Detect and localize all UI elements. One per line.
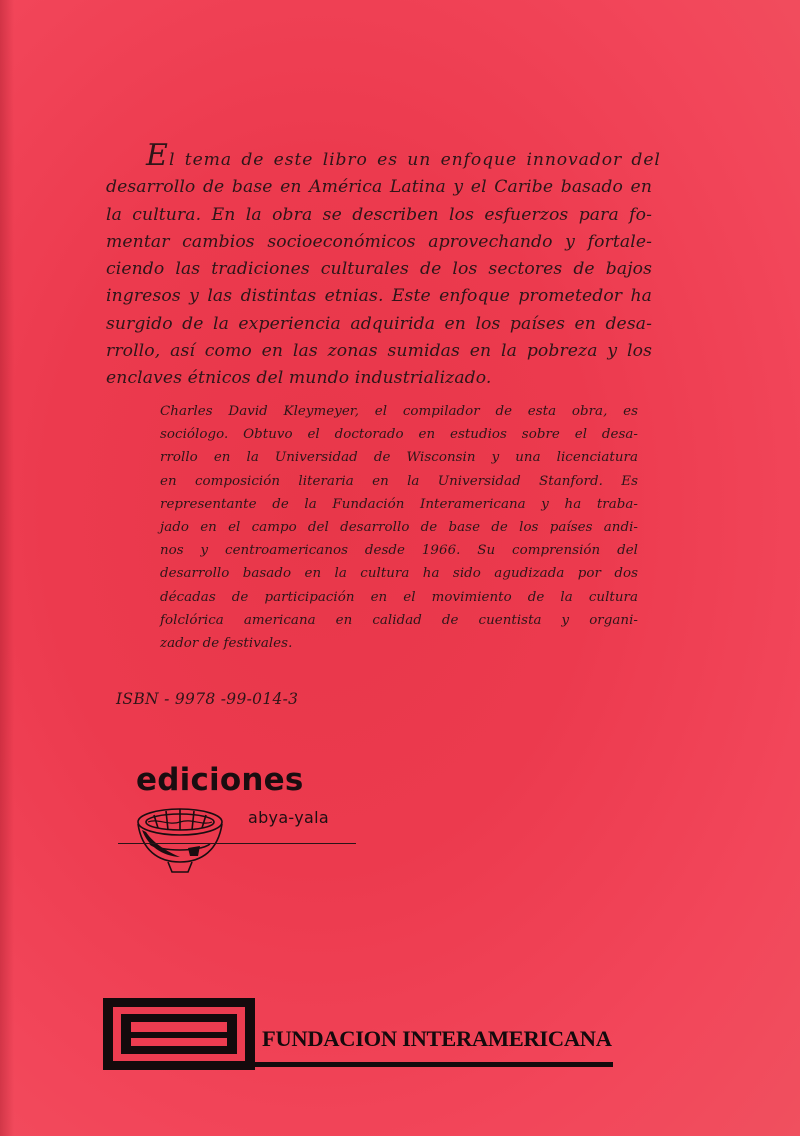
author-bio-line: nos y centroamericanos desde 1966. Su comprensión del <box>160 543 638 559</box>
publisher-imprint: abya-yala <box>248 808 329 827</box>
author-bio-line: décadas de participación en el movimiento de la cultura <box>160 589 638 605</box>
description-line <box>106 138 661 174</box>
author-bio-line: representante de la Fundación Interamericana y ha traba- <box>160 496 638 512</box>
author-bio-line: desarrollo basado en la cultura ha sido agudizada por dos <box>160 566 638 582</box>
description-line: desarrollo de base en América Latina y el Caribe basado en <box>106 177 652 198</box>
bowl-icon <box>128 800 232 880</box>
description-line: ciendo las tradiciones culturales de los sectores de bajos <box>106 259 652 280</box>
publisher-name: ediciones <box>136 762 304 798</box>
author-bio-line: rrollo en la Universidad de Wisconsin y una licenciatura <box>160 450 638 466</box>
author-bio-line: Charles David Kleymeyer, el compilador de esta obra, es <box>160 404 638 419</box>
isbn: ISBN - 9978 -99-014-3 <box>116 690 299 708</box>
description-line: la cultura. En la obra se describen los esfuerzos para fo- <box>106 204 652 225</box>
publisher-rule <box>118 843 356 844</box>
description-line: rrollo, así como en las zonas sumidas en la pobreza y los <box>106 341 652 362</box>
author-bio-line: folclórica americana en calidad de cuentista y organi- <box>160 612 638 628</box>
description-first-line-text: l tema de este libro es un enfoque innovador del <box>169 150 661 170</box>
description-line: ingresos y las distintas etnias. Este enfoque prometedor ha <box>106 286 652 307</box>
fi-logo-icon <box>103 998 255 1070</box>
foundation-name: FUNDACION INTERAMERICANA <box>262 1026 612 1051</box>
description-paragraph <box>106 138 661 393</box>
drop-cap: E <box>146 138 168 173</box>
foundation-rule <box>103 1062 613 1067</box>
description-line: surgido de la experiencia adquirida en los países en desa- <box>106 313 652 334</box>
description-line: enclaves étnicos del mundo industrializado. <box>106 368 492 389</box>
author-bio-line: sociólogo. Obtuvo el doctorado en estudios sobre el desa- <box>160 427 638 443</box>
author-bio-line: zador de festivales. <box>160 636 293 652</box>
spine-shade <box>0 0 14 1136</box>
author-bio-line: en composición literaria en la Universidad Stanford. Es <box>160 473 638 489</box>
author-bio-line: jado en el campo del desarrollo de base de los países andi- <box>160 520 638 536</box>
author-bio <box>160 400 638 655</box>
description-line: mentar cambios socioeconómicos aprovechando y fortale- <box>106 231 652 252</box>
